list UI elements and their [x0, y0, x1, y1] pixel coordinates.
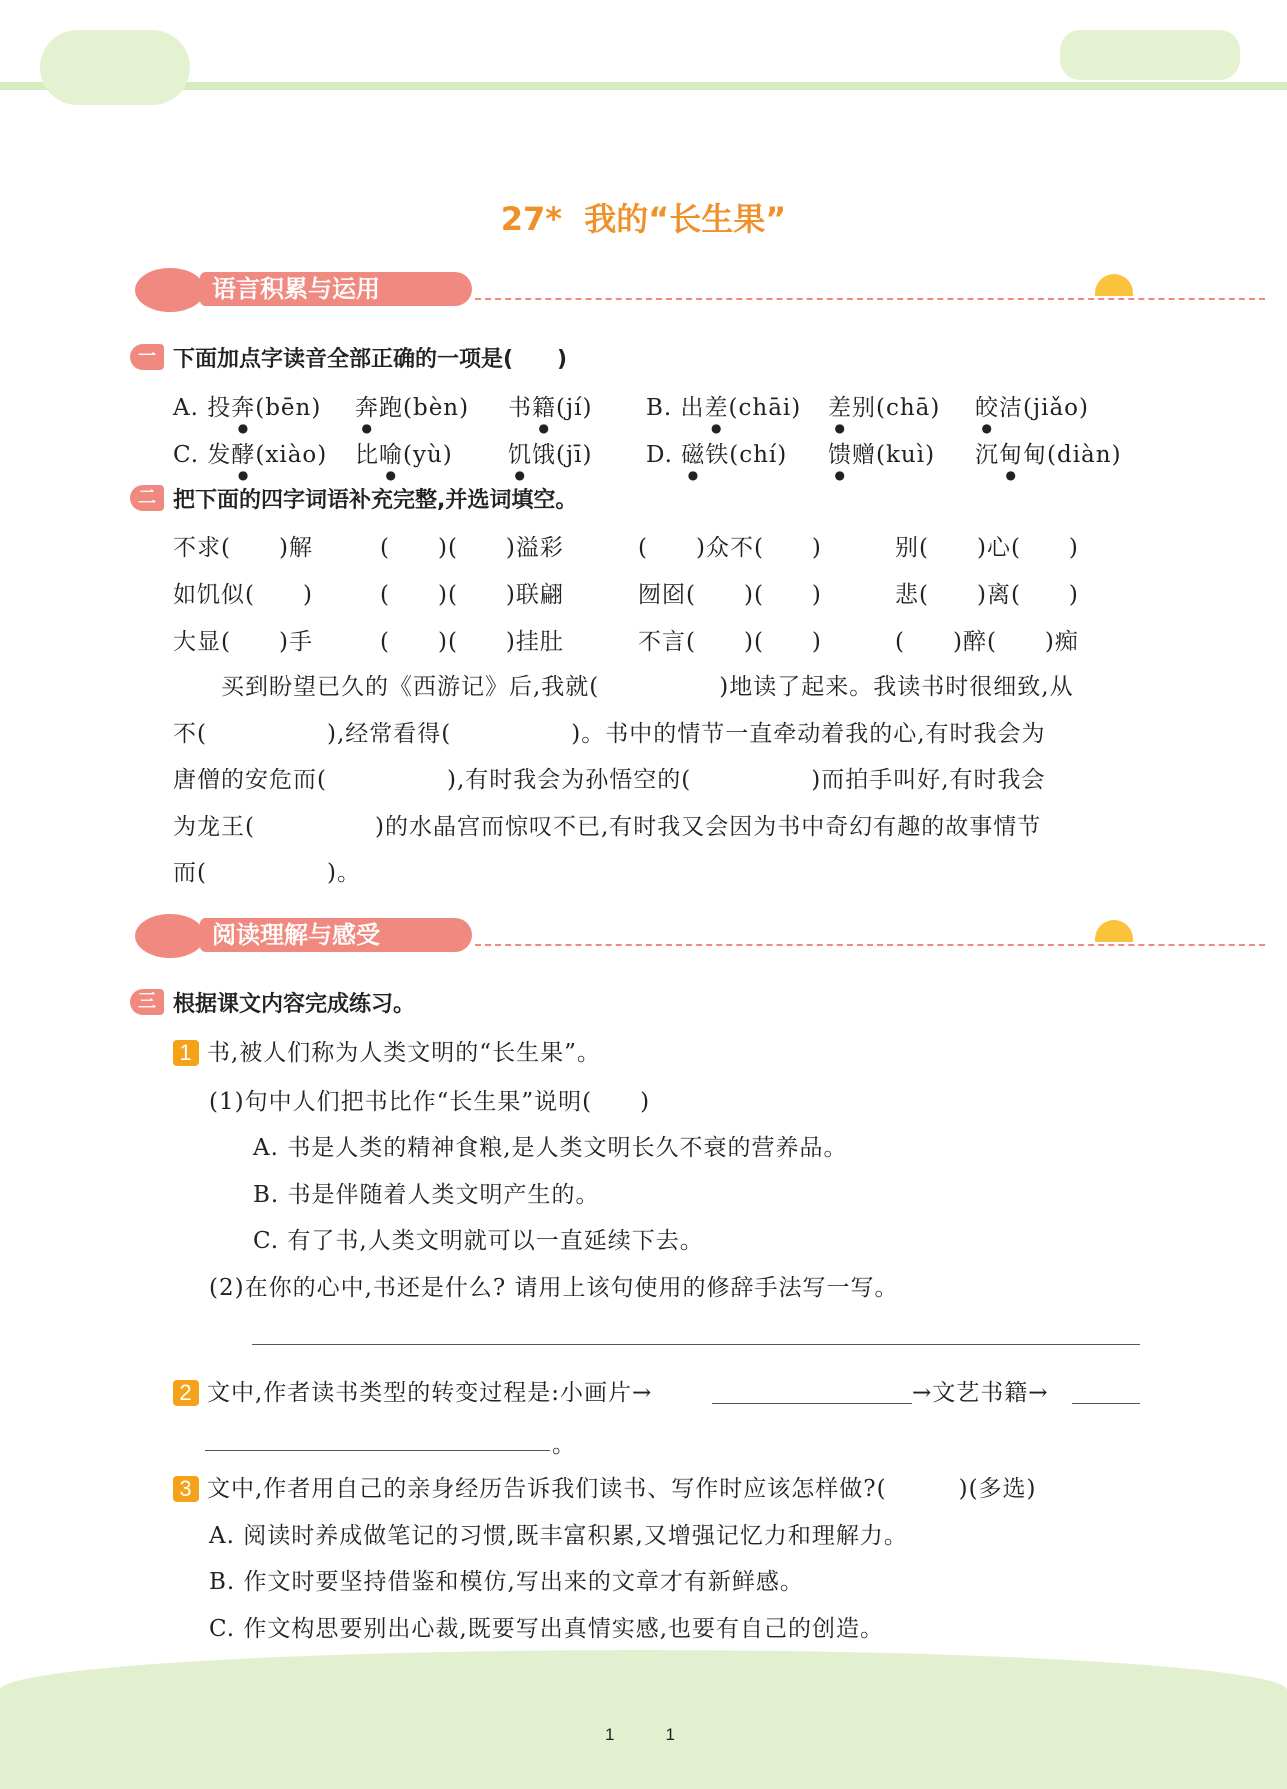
section-title: 语言积累与运用: [200, 272, 472, 306]
text: (yù): [403, 442, 453, 468]
question-tag: 三: [130, 989, 164, 1015]
item-3: [173, 1470, 1037, 1503]
question-prompt: 根据课文内容完成练习。: [173, 992, 416, 1017]
dotted-char: 甸: [999, 442, 1023, 468]
dotted-char: 皎: [975, 395, 999, 421]
option-c[interactable]: C. 有了书,人类文明就可以一直延续下去。: [253, 1228, 704, 1254]
fill-paragraph-line[interactable]: 唐僧的安危而( ),有时我会为孙悟空的( )而拍手叫好,有时我会: [173, 767, 1046, 793]
dotted-char: 奔: [231, 395, 256, 421]
sub-question: (1)句中人们把书比作“长生果”说明( ): [209, 1089, 651, 1115]
answer-blank[interactable]: [1072, 1403, 1140, 1404]
idiom-blank[interactable]: 别( )心( ): [895, 535, 1079, 561]
text: (chāi): [728, 395, 802, 421]
item-text: 文中,作者读书类型的转变过程是:小画片→: [207, 1380, 653, 1406]
text: 赠(kuì): [852, 442, 936, 468]
item-number: 2: [173, 1380, 199, 1406]
period: 。: [552, 1432, 576, 1458]
option-c[interactable]: C. 作文构思要别出心裁,既要写出真情实感,也要有自己的创造。: [209, 1616, 885, 1642]
dotted-char: 磁: [681, 442, 706, 468]
idiom-blank[interactable]: 不言( )( ): [638, 629, 822, 655]
item-text: 文中,作者用自己的亲身经历告诉我们读书、写作时应该怎样做?( )(多选): [207, 1476, 1037, 1502]
dotted-char: 酵: [231, 442, 256, 468]
sun-icon: [1095, 920, 1133, 942]
pinyin-option: [508, 436, 592, 482]
idiom-blank[interactable]: ( )( )溢彩: [380, 535, 564, 561]
item-1: [173, 1034, 601, 1067]
idiom-blank[interactable]: 悲( )离( ): [895, 582, 1079, 608]
fish-icon: [135, 914, 205, 958]
fill-paragraph-line[interactable]: 而( )。: [173, 860, 361, 886]
idiom-blank[interactable]: ( )( )联翩: [380, 582, 564, 608]
text: (bēn): [255, 395, 322, 421]
cloud-sun-decoration: [40, 30, 190, 105]
text: 别(chā): [852, 395, 941, 421]
text: 洁(jiǎo): [999, 395, 1089, 421]
pinyin-option: [173, 436, 327, 482]
dotted-char: 饥: [508, 442, 532, 468]
page-title: 27* 我的“长生果”: [500, 200, 787, 238]
dotted-char: 喻: [379, 442, 403, 468]
question-tag: 二: [130, 485, 164, 511]
answer-line[interactable]: [252, 1344, 1140, 1345]
fill-paragraph-line[interactable]: 买到盼望已久的《西游记》后,我就( )地读了起来。我读书时很细致,从: [173, 674, 1074, 700]
idiom-blank[interactable]: ( )醉( )痴: [895, 629, 1079, 655]
question-prompt: 下面加点字读音全部正确的一项是( ): [173, 347, 568, 372]
sub-question: (2)在你的心中,书还是什么? 请用上该句使用的修辞手法写一写。: [209, 1275, 899, 1301]
page-number: 1 1: [605, 1725, 675, 1744]
fill-paragraph-line[interactable]: 不( ),经常看得( )。书中的情节一直牵动着我的心,有时我会为: [173, 720, 1046, 747]
dotted-char: 奔: [355, 395, 379, 421]
text: 书: [508, 395, 532, 421]
answer-blank[interactable]: [205, 1450, 550, 1451]
section-title: 阅读理解与感受: [200, 918, 472, 952]
text: 铁(chí): [705, 442, 788, 468]
pinyin-option: [828, 436, 935, 482]
dotted-char: 馈: [828, 442, 852, 468]
pinyin-option: [975, 436, 1122, 482]
idiom-blank[interactable]: ( )众不( ): [638, 535, 822, 561]
pinyin-option: [646, 389, 801, 435]
option-a[interactable]: A. 阅读时养成做笔记的习惯,既丰富积累,又增强记忆力和理解力。: [209, 1523, 908, 1549]
pinyin-option: [355, 389, 469, 435]
item-number: 1: [173, 1040, 199, 1066]
text: A. 投: [173, 395, 232, 421]
sun-icon: [1095, 274, 1133, 296]
text: B. 出: [646, 395, 705, 421]
top-decoration-bar: [0, 82, 1287, 90]
pinyin-option: [355, 436, 453, 482]
item-number: 3: [173, 1476, 199, 1502]
idiom-blank[interactable]: 囫囵( )( ): [638, 582, 822, 608]
text: C. 发: [173, 442, 232, 468]
pinyin-option: [646, 436, 787, 482]
idiom-blank[interactable]: 大显( )手: [173, 629, 313, 655]
dotted-char: 差: [704, 395, 729, 421]
dotted-char: 籍: [532, 395, 556, 421]
animal-decoration: [1060, 30, 1240, 80]
option-b[interactable]: B. 作文时要坚持借鉴和模仿,写出来的文章才有新鲜感。: [209, 1569, 804, 1595]
text: 饿(jī): [532, 442, 593, 468]
fill-paragraph-line[interactable]: 为龙王( )的水晶宫而惊叹不已,有时我又会因为书中奇幻有趣的故事情节: [173, 813, 1042, 840]
answer-blank[interactable]: [712, 1403, 912, 1404]
item-text: →文艺书籍→: [912, 1380, 1049, 1406]
text: (jí): [556, 395, 593, 421]
idiom-blank[interactable]: 不求( )解: [173, 535, 313, 561]
text: 比: [355, 442, 379, 468]
pinyin-option: [508, 389, 592, 435]
item-2: [173, 1374, 652, 1407]
idiom-blank[interactable]: ( )( )挂肚: [380, 629, 564, 655]
option-b[interactable]: B. 书是伴随着人类文明产生的。: [253, 1182, 600, 1208]
pinyin-option: [975, 389, 1089, 435]
text: 沉: [975, 442, 999, 468]
idiom-blank[interactable]: 如饥似( ): [173, 582, 313, 608]
text: 跑(bèn): [379, 395, 470, 421]
text: D.: [646, 442, 682, 468]
fish-icon: [135, 268, 205, 312]
pinyin-option: [173, 389, 321, 435]
text: (xiào): [255, 442, 328, 468]
text: 甸(diàn): [1023, 442, 1122, 468]
question-tag: 一: [130, 344, 164, 370]
dotted-char: 差: [828, 395, 852, 421]
option-a[interactable]: A. 书是人类的精神食粮,是人类文明长久不衰的营养品。: [253, 1135, 848, 1161]
pinyin-option: [828, 389, 940, 435]
item-text: 书,被人们称为人类文明的“长生果”。: [207, 1040, 601, 1066]
question-prompt: 把下面的四字词语补充完整,并选词填空。: [173, 488, 578, 513]
